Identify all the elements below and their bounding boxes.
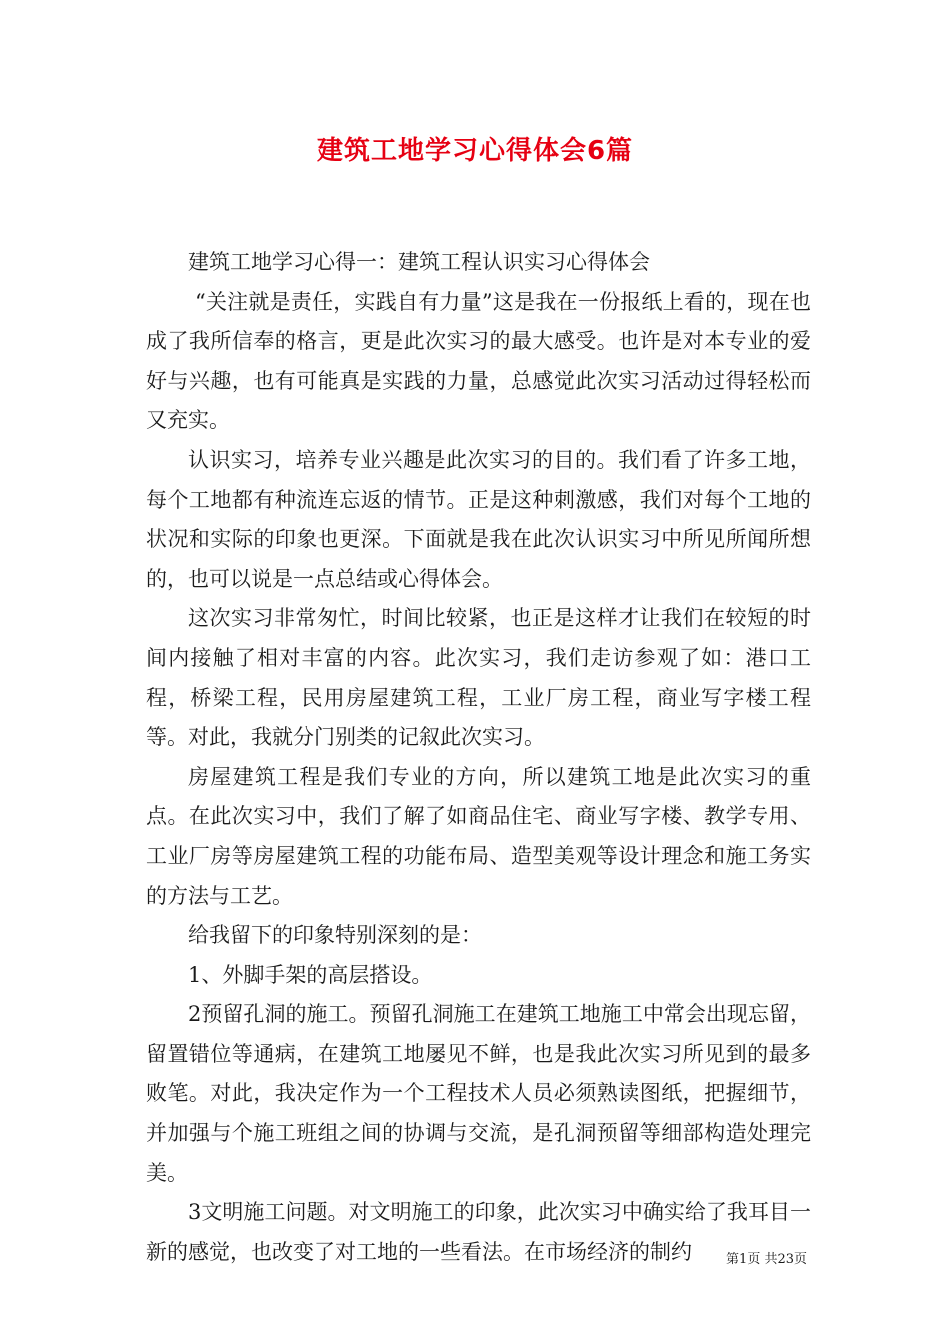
document-title: 建筑工地学习心得体会6篇: [316, 136, 634, 166]
document-body: [146, 243, 811, 1272]
paragraph: “关注就是责任，实践自有力量”这是我在一份报纸上看的，现在也成了我所信奉的格言，更是此次实习的最大感受。也许是对本专业的爱好与兴趣，也有可能真是实践的力量，总感觉此次实习活动过得轻松而又充实。: [146, 289, 811, 433]
paragraph: 2预留孔洞的施工。预留孔洞施工在建筑工地施工中常会出现忘留，留置错位等通病，在建筑工地屡见不鲜，也是我此次实习所见到的最多败笔。对此，我决定作为一个工程技术人员必须熟读图纸，把握细节，并加强与个施工班组之间的协调与交流，是孔洞预留等细部构造处理完美。: [146, 1002, 811, 1185]
paragraph: 给我留下的印象特别深刻的是：: [188, 923, 482, 948]
paragraph: 建筑工地学习心得一：建筑工程认识实习心得体会: [188, 250, 650, 274]
paragraph: 1、外脚手架的高层搭设。: [188, 962, 433, 987]
paragraph: 房屋建筑工程是我们专业的方向，所以建筑工地是此次实习的重点。在此次实习中，我们了解了如商品住宅、商业写字楼、教学专用、工业厂房等房屋建筑工程的功能布局、造型美观等设计理念和施工务实的方法与工艺。: [146, 764, 811, 908]
paragraph: 这次实习非常匆忙，时间比较紧，也正是这样才让我们在较短的时间内接触了相对丰富的内容。此次实习，我们走访参观了如：港口工程，桥梁工程，民用房屋建筑工程，工业厂房工程，商业写字楼工程等。对此，我就分门别类的记叙此次实习。: [146, 606, 811, 750]
page-number: 第1页 共23页: [726, 1252, 807, 1267]
paragraph: 认识实习，培养专业兴趣是此次实习的目的。我们看了许多工地，每个工地都有种流连忘返的情节。正是这种刺激感，我们对每个工地的状况和实际的印象也更深。下面就是我在此次认识实习中所见所闻所想的，也可以说是一点总结或心得体会。: [146, 447, 811, 591]
paragraph: 3文明施工问题。对文明施工的印象，此次实习中确实给了我耳目一新的感觉，也改变了对工地的一些看法。在市场经济的制约: [146, 1200, 811, 1264]
